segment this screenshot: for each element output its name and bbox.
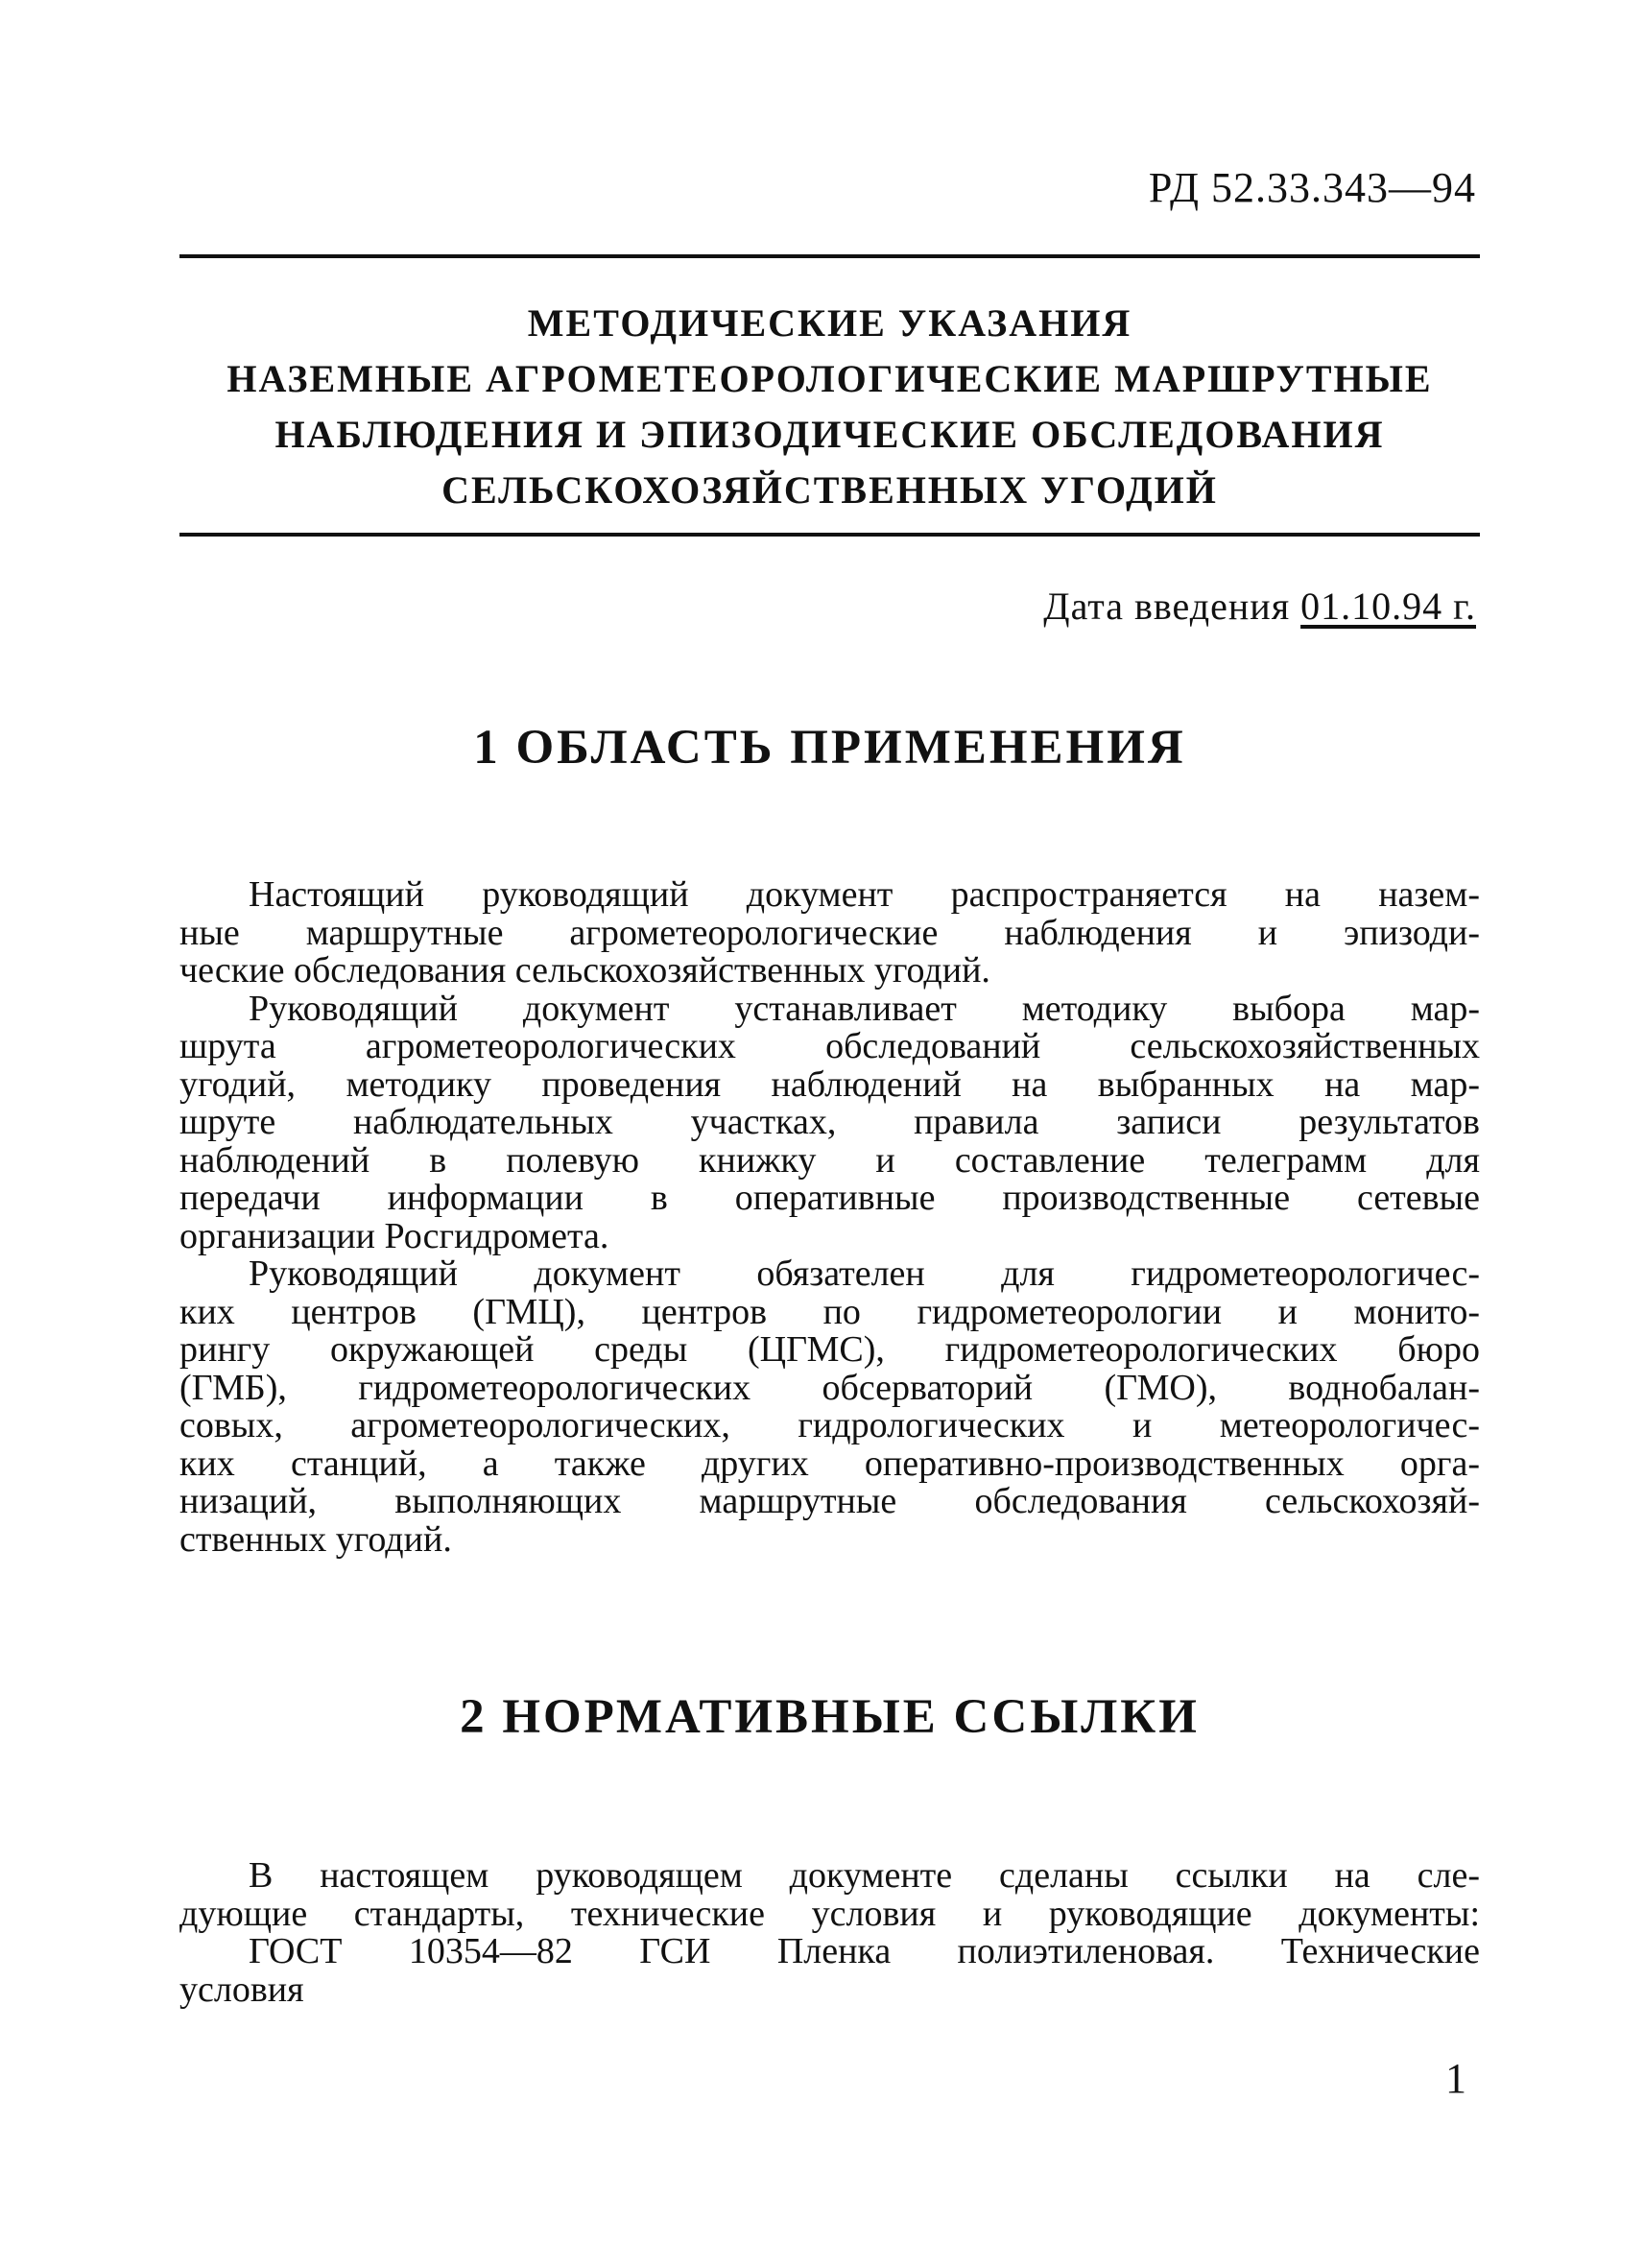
section-heading-scope: 1 ОБЛАСТЬ ПРИМЕНЕНИЯ (473, 721, 1186, 775)
text-line: ческие обследования сельскохозяйственных угодий. (179, 950, 990, 991)
section-body-scope (179, 876, 1480, 1559)
text-line: ственных угодий. (179, 1518, 452, 1560)
page-number: 1 (1445, 2055, 1466, 2102)
text-line: совых, агрометеорологических, гидрологических и метеорологичес- (179, 1405, 1480, 1445)
text-line: наблюдений в полевую книжку и составление телеграмм для (179, 1139, 1480, 1181)
text-line: шруте наблюдательных участках, правила записи результатов (179, 1102, 1480, 1142)
document-title (179, 296, 1480, 518)
text-line: Руководящий документ устанавливает методику выбора мар- (249, 988, 1480, 1029)
title-line: НАЗЕМНЫЕ АГРОМЕТЕОРОЛОГИЧЕСКИЕ МАРШРУТНЫЕ (226, 357, 1433, 400)
title-line: НАБЛЮДЕНИЯ И ЭПИЗОДИЧЕСКИЕ ОБСЛЕДОВАНИЯ (274, 413, 1385, 456)
text-line: ГОСТ 10354—82 ГСИ Пленка полиэтиленовая. Технические (249, 1931, 1480, 1971)
text-line: организации Росгидромета. (179, 1215, 609, 1256)
text-line: ких станций, а также других оперативно-производственных орга- (179, 1443, 1480, 1484)
text-line: Руководящий документ обязателен для гидрометеорологичес- (249, 1253, 1480, 1294)
text-line: условия (179, 1969, 304, 2010)
top-rule (179, 254, 1480, 258)
text-line: ные маршрутные агрометеорологические наблюдения и эпизоди- (179, 912, 1480, 953)
text-line: Настоящий руководящий документ распространяется на назем- (249, 874, 1480, 915)
text-line: угодий, методику проведения наблюдений на выбранных на мар- (179, 1063, 1480, 1105)
text-line: дующие стандарты, технические условия и руководящие документы: (179, 1893, 1480, 1934)
text-line: ких центров (ГМЦ), центров по гидрометеорологии и монито- (179, 1291, 1480, 1332)
title-line: СЕЛЬСКОХОЗЯЙСТВЕННЫХ УГОДИЙ (441, 468, 1218, 512)
title-line: МЕТОДИЧЕСКИЕ УКАЗАНИЯ (527, 301, 1132, 345)
text-line: (ГМБ), гидрометеорологических обсерваторий (ГМО), воднобалан- (179, 1367, 1480, 1408)
text-line: В настоящем руководящем документе сделаны ссылки на сле- (249, 1855, 1480, 1896)
text-line: рингу окружающей среды (ЦГМС), гидрометеорологических бюро (179, 1329, 1480, 1370)
section-heading-references: 2 НОРМАТИВНЫЕ ССЫЛКИ (460, 1690, 1200, 1744)
date-label: Дата введения (1043, 585, 1291, 628)
text-line: передачи информации в оперативные производственные сетевые (179, 1178, 1480, 1218)
effective-date (1043, 584, 1476, 629)
section-body-references (179, 1857, 1480, 2009)
text-line: низаций, выполняющих маршрутные обследования сельскохозяй- (179, 1481, 1480, 1521)
text-line: шрута агрометеорологических обследований сельскохозяйственных (179, 1026, 1480, 1066)
date-value: 01.10.94 г. (1300, 585, 1476, 628)
document-code: РД 52.33.343—94 (1148, 164, 1476, 211)
bottom-rule (179, 533, 1480, 537)
